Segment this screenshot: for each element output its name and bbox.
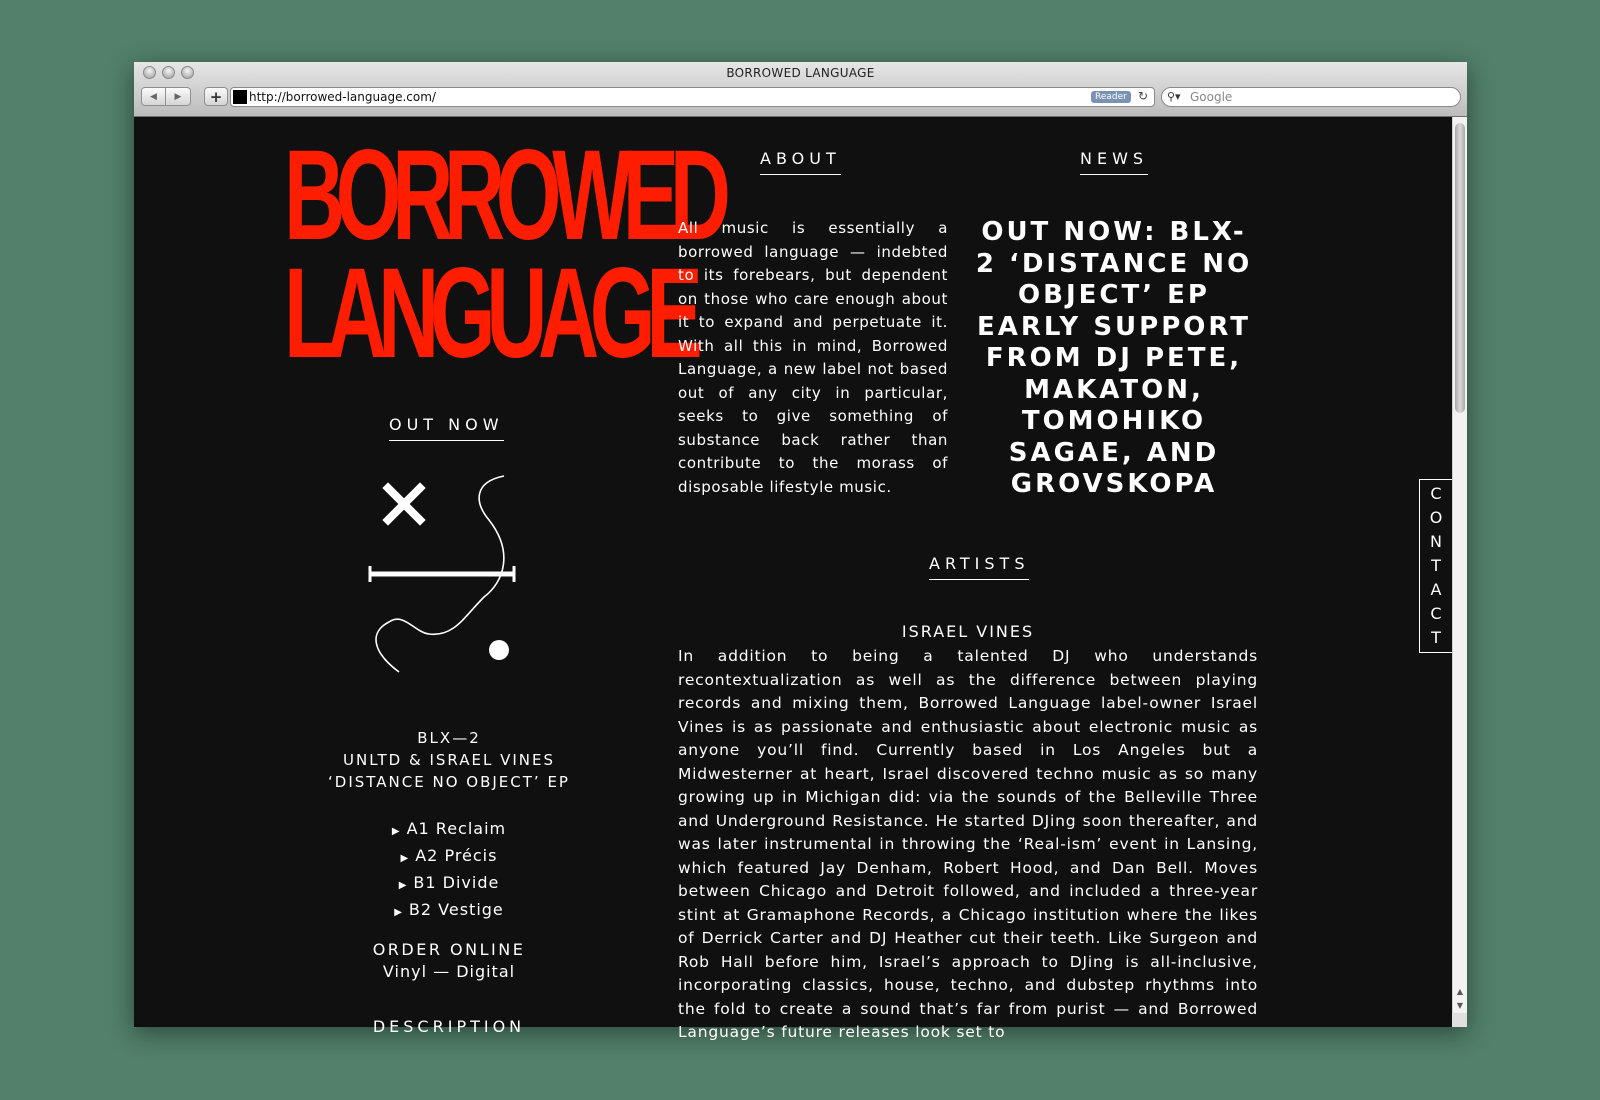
description-heading[interactable]: DESCRIPTION — [372, 1017, 526, 1036]
page-content — [134, 117, 1467, 1041]
contact-tab[interactable] — [1419, 479, 1452, 653]
add-bookmark-button[interactable] — [204, 87, 228, 106]
search-placeholder: Google — [1190, 90, 1233, 104]
bar-icon — [370, 566, 514, 582]
back-arrow-icon: ◀ — [150, 91, 157, 102]
play-icon[interactable]: ▶ — [400, 853, 410, 864]
address-bar[interactable] — [230, 87, 1155, 107]
nav-buttons — [141, 87, 191, 106]
scroll-up-icon[interactable]: ▲ — [1456, 987, 1464, 996]
play-icon[interactable]: ▶ — [394, 907, 403, 918]
vertical-scrollbar[interactable] — [1452, 117, 1467, 1027]
track-list — [309, 817, 589, 925]
release-title: ‘DISTANCE NO OBJECT’ EP — [328, 773, 570, 791]
contact-letter: T — [1431, 556, 1441, 575]
contact-letter: C — [1430, 484, 1442, 503]
reload-icon[interactable]: ↻ — [1138, 89, 1149, 103]
artist-name: ISRAEL VINES — [901, 622, 1035, 641]
out-now-heading[interactable]: OUT NOW — [389, 415, 504, 441]
logo-line-1: BORROWED — [284, 124, 722, 267]
order-section — [309, 939, 589, 983]
about-text: All music is essentially a borrowed language — indebted to its forebears, but dependent on those who care enough about it to expand and perpetuate it. With all this in mind, Borrowed Language, a new label not based out of any city in particular, seeks to give something of substance back rather than contribute to the morass of disposable lifestyle music. — [678, 219, 948, 496]
release-info — [309, 727, 589, 793]
scroll-down-icon[interactable]: ▼ — [1456, 1001, 1464, 1010]
release-artwork — [364, 472, 534, 687]
scroll-thumb[interactable] — [1455, 123, 1465, 413]
play-icon[interactable]: ▶ — [391, 826, 401, 837]
search-icon: ⚲▾ — [1167, 90, 1181, 103]
reader-button[interactable]: Reader — [1091, 91, 1131, 103]
forward-button[interactable] — [166, 87, 191, 106]
release-artists: UNLTD & ISRAEL VINES — [343, 751, 555, 769]
window-title: BORROWED LANGUAGE — [726, 66, 875, 80]
contact-letter: T — [1431, 628, 1441, 647]
release-code: BLX—2 — [417, 729, 481, 747]
logo-line-2: LANGUAGE — [284, 242, 694, 385]
about-heading[interactable]: ABOUT — [760, 149, 841, 175]
news-heading[interactable]: NEWS — [1080, 149, 1148, 175]
track-item[interactable]: ▶ B1 Divide — [398, 873, 500, 892]
order-formats-link[interactable]: Vinyl — Digital — [382, 962, 516, 981]
favicon-icon — [233, 90, 247, 104]
back-button[interactable] — [141, 87, 166, 106]
contact-letter: O — [1429, 508, 1443, 527]
track-item[interactable]: ▶ A2 Précis — [400, 846, 498, 865]
browser-chrome — [134, 62, 1467, 117]
forward-arrow-icon: ▶ — [174, 91, 182, 102]
search-field[interactable] — [1161, 87, 1461, 107]
news-text: OUT NOW: BLX-2 ‘DISTANCE NO OBJECT’ EP EARLY SUPPORT FROM DJ PETE, MAKATON, TOMOHIKO SAGAE, AND GROVSKOPA — [975, 217, 1253, 499]
url-text[interactable]: http://borrowed-language.com/ — [249, 90, 436, 104]
track-item[interactable]: ▶ B2 Vestige — [394, 900, 504, 919]
dot-icon — [489, 640, 509, 660]
contact-letter: C — [1430, 604, 1442, 623]
artists-heading[interactable]: ARTISTS — [929, 554, 1029, 580]
site-logo[interactable] — [284, 124, 722, 385]
play-icon[interactable]: ▶ — [398, 880, 408, 891]
contact-letter: N — [1430, 532, 1442, 551]
plus-icon: + — [209, 87, 223, 106]
track-item[interactable]: ▶ A1 Reclaim — [391, 819, 507, 838]
x-mark-icon — [388, 488, 420, 520]
contact-letter: A — [1430, 580, 1442, 599]
order-heading: ORDER ONLINE — [372, 940, 526, 959]
artist-bio: In addition to being a talented DJ who understands recontextualization as well as the difference between playing records and mixing them, Borrowed Language label-owner Israel Vines is as passionate and enthusiastic about electronic music as anyone you’ll find. Currently based in Los Angeles but a Midwesterner at heart, Israel discovered techno music as so many growing up in Michigan did: via the sounds of the Belleville Three and Underground Resistance. He started DJing soon thereafter, and was later instrumental in throwing the ‘Real-ism’ event in Lansing, which featured Jay Denham, Robert Hood, and Dan Bell. Moves between Chicago and Detroit followed, and included a three-year stint at Gramaphone Records, a Chicago institution where the likes of Derrick Carter and DJ Heather cut their teeth. Like Surgeon and Rob Hall before him, Israel’s approach to DJing is all-inclusive, incorporating classics, house, techno, and dubstep rhythms into the fold to create a sound that’s far from purist — and Borrowed Language’s future releases look set to — [678, 647, 1258, 1041]
resize-grip-icon[interactable] — [1452, 1013, 1467, 1027]
browser-window — [134, 62, 1467, 1041]
